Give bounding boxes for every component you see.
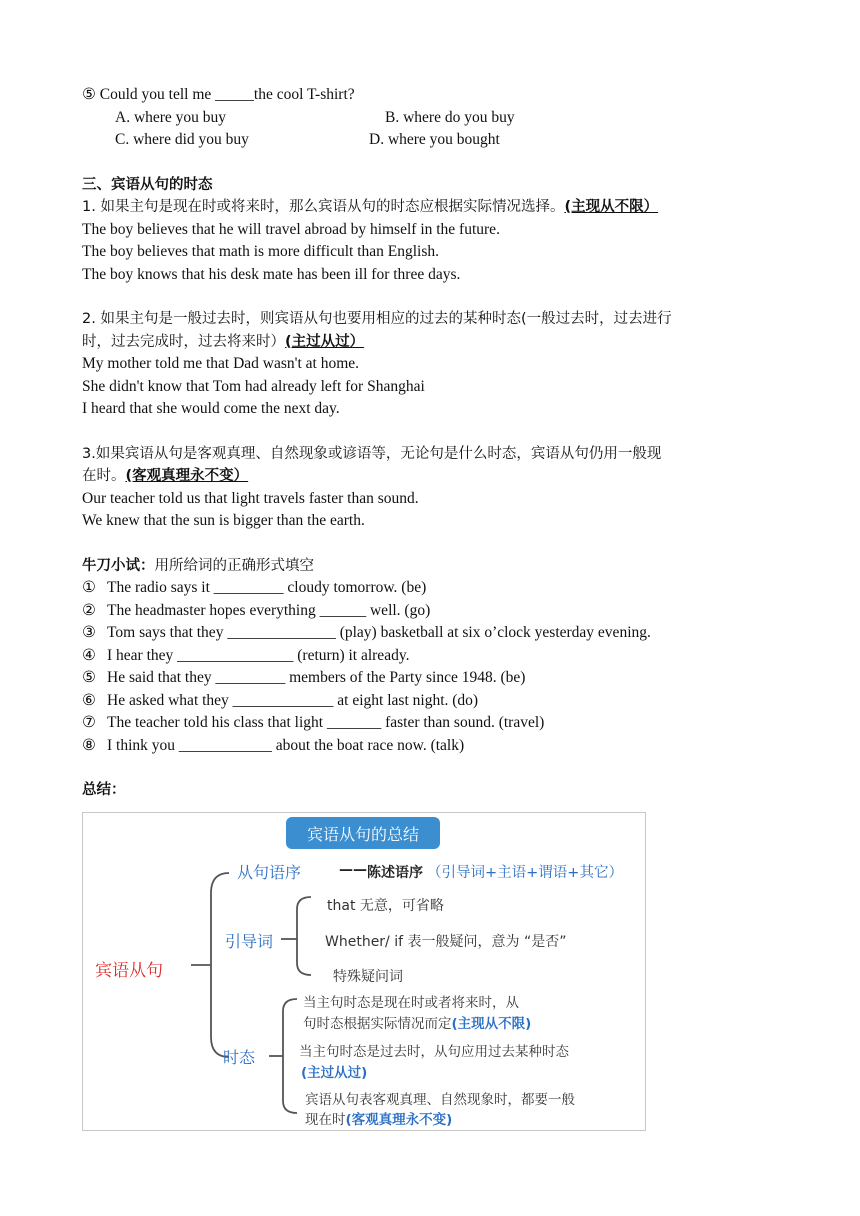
tense-item-2-line-1: 当主句时态是过去时，从句应用过去某种时态 [299, 1044, 569, 1060]
order-formula: （引导词+主语+谓语+其它） [427, 865, 623, 881]
branch-intro: 引导词 [225, 932, 274, 951]
practice-item-text: I think you ____________ about the boat race now. (talk) [107, 736, 465, 754]
rule-2-line-2 [82, 331, 782, 354]
practice-item [82, 735, 782, 758]
practice-instruction: 用所给词的正确形式填空 [154, 557, 314, 574]
intro-item: that 无意，可省略 [327, 898, 444, 914]
practice-item [82, 690, 782, 713]
practice-item-number: ⑤ [82, 669, 96, 686]
rule-2-line-1: 2. 如果主句是一般过去时，则宾语从句也要用相应的过去的某种时态(一般过去时，过去进行 [82, 311, 672, 327]
summary-diagram [82, 812, 646, 1131]
tense-item-text: 现在时 [305, 1112, 346, 1128]
practice-item-number: ⑦ [82, 714, 96, 731]
rule-1-text: 1. 如果主句是现在时或将来时，那么宾语从句的时态应根据实际情况选择。 [82, 199, 565, 215]
branch-tense: 时态 [223, 1048, 256, 1067]
practice-item [82, 667, 782, 690]
q5-options-row-1 [82, 107, 782, 130]
tense-item-1-line-2 [303, 1012, 531, 1032]
practice-item-text: I hear they _______________ (return) it already. [107, 646, 410, 664]
practice-item [82, 577, 782, 600]
rule-3-example: We knew that the sun is bigger than the earth. [82, 512, 365, 529]
rule-3-tag: (客观真理永不变） [125, 468, 249, 484]
spacer [82, 152, 782, 174]
practice-item-number: ② [82, 601, 96, 619]
q5-option-b: B. where do you buy [385, 108, 515, 126]
rule-1-example: The boy believes that math is more difficult than English. [82, 243, 439, 260]
practice-item [82, 645, 782, 668]
spacer [82, 286, 782, 308]
practice-label: 牛刀小试： [82, 557, 155, 574]
rule-1-tag: (主现从不限） [564, 199, 659, 215]
section-heading: 三、宾语从句的时态 [82, 176, 213, 193]
practice-item-text: He asked what they _____________ at eight last night. (do) [107, 691, 479, 709]
intro-bracket [297, 897, 311, 975]
rule-2-example: My mother told me that Dad wasn't at home. [82, 355, 360, 372]
rule-2-text: 时，过去完成时，过去将来时） [82, 333, 285, 350]
practice-heading [82, 555, 782, 578]
practice-item-text: Tom says that they ______________ (play) basketball at six o’clock yesterday evening. [107, 624, 651, 641]
practice-item-number: ⑧ [82, 736, 96, 754]
rule-3-line-1: 3.如果宾语从句是客观真理、自然现象或谚语等，无论句是什么时态，宾语从句仍用一般现 [82, 445, 662, 462]
practice-item [82, 622, 782, 645]
q5-option-c: C. where did you buy [115, 131, 249, 148]
tense-item-1-line-1: 当主句时态是现在时或者将来时，从 [303, 995, 519, 1011]
rule-2-tag: (主过从过） [285, 333, 365, 350]
tense-item-text: 句时态根据实际情况而定 [303, 1016, 452, 1032]
rule-1 [82, 196, 782, 219]
branch-order: 从句语序 [237, 863, 302, 882]
practice-item-text: The radio says it _________ cloudy tomorrow. (be) [107, 579, 427, 596]
tense-item-3-line-2 [305, 1108, 452, 1128]
rule-3-text: 在时。 [82, 468, 126, 484]
rule-3-example: Our teacher told us that light travels faster than sound. [82, 489, 419, 507]
tense-item-tag: (客观真理永不变) [345, 1112, 453, 1128]
tense-item-tag: (主现从不限) [451, 1016, 532, 1032]
diagram-root: 宾语从句 [95, 961, 163, 981]
rule-3-line-2 [82, 465, 782, 488]
practice-item-number: ⑥ [82, 691, 96, 709]
practice-item-text: The teacher told his class that light _______ faster than sound. (travel) [107, 714, 545, 731]
practice-item-text: He said that they _________ members of the Party since 1948. (be) [107, 669, 526, 686]
spacer [82, 757, 782, 779]
practice-item [82, 712, 782, 735]
spacer [82, 533, 782, 555]
tense-item-tag: (主过从过) [301, 1065, 368, 1081]
root-bracket [211, 873, 229, 1057]
tense-item-2-line-2 [301, 1061, 367, 1081]
tense-item-3-line-1: 宾语从句表客观真理、自然现象时，都要一般 [305, 1092, 575, 1108]
tense-bracket [283, 999, 297, 1113]
rule-1-example: The boy knows that his desk mate has been ill for three days. [82, 265, 461, 283]
q5-options-row-2 [82, 129, 782, 152]
rule-1-example: The boy believes that he will travel abroad by himself in the future. [82, 220, 500, 238]
intro-item: Whether/ if 表一般疑问，意为 “是否” [325, 934, 567, 950]
diagram-title: 宾语从句的总结 [286, 817, 440, 849]
q5-option-a: A. where you buy [115, 108, 227, 126]
q5-stem: ⑤ Could you tell me _____the cool T-shirt? [82, 86, 355, 103]
rule-2-example: She didn't know that Tom had already left for Shanghai [82, 377, 425, 395]
spacer [82, 421, 782, 443]
order-label: 陈述语序 [367, 865, 423, 881]
order-arrow: —— [339, 862, 367, 878]
worksheet-page [82, 84, 782, 802]
q5-option-d: D. where you bought [369, 131, 500, 148]
rule-2-example: I heard that she would come the next day. [82, 400, 340, 417]
practice-item-number: ① [82, 579, 96, 596]
practice-item-number: ④ [82, 646, 96, 664]
practice-item [82, 600, 782, 623]
practice-item-number: ③ [82, 624, 96, 641]
practice-item-text: The headmaster hopes everything ______ well. (go) [107, 601, 431, 619]
summary-label: 总结： [82, 782, 126, 798]
intro-item: 特殊疑问词 [333, 969, 403, 985]
